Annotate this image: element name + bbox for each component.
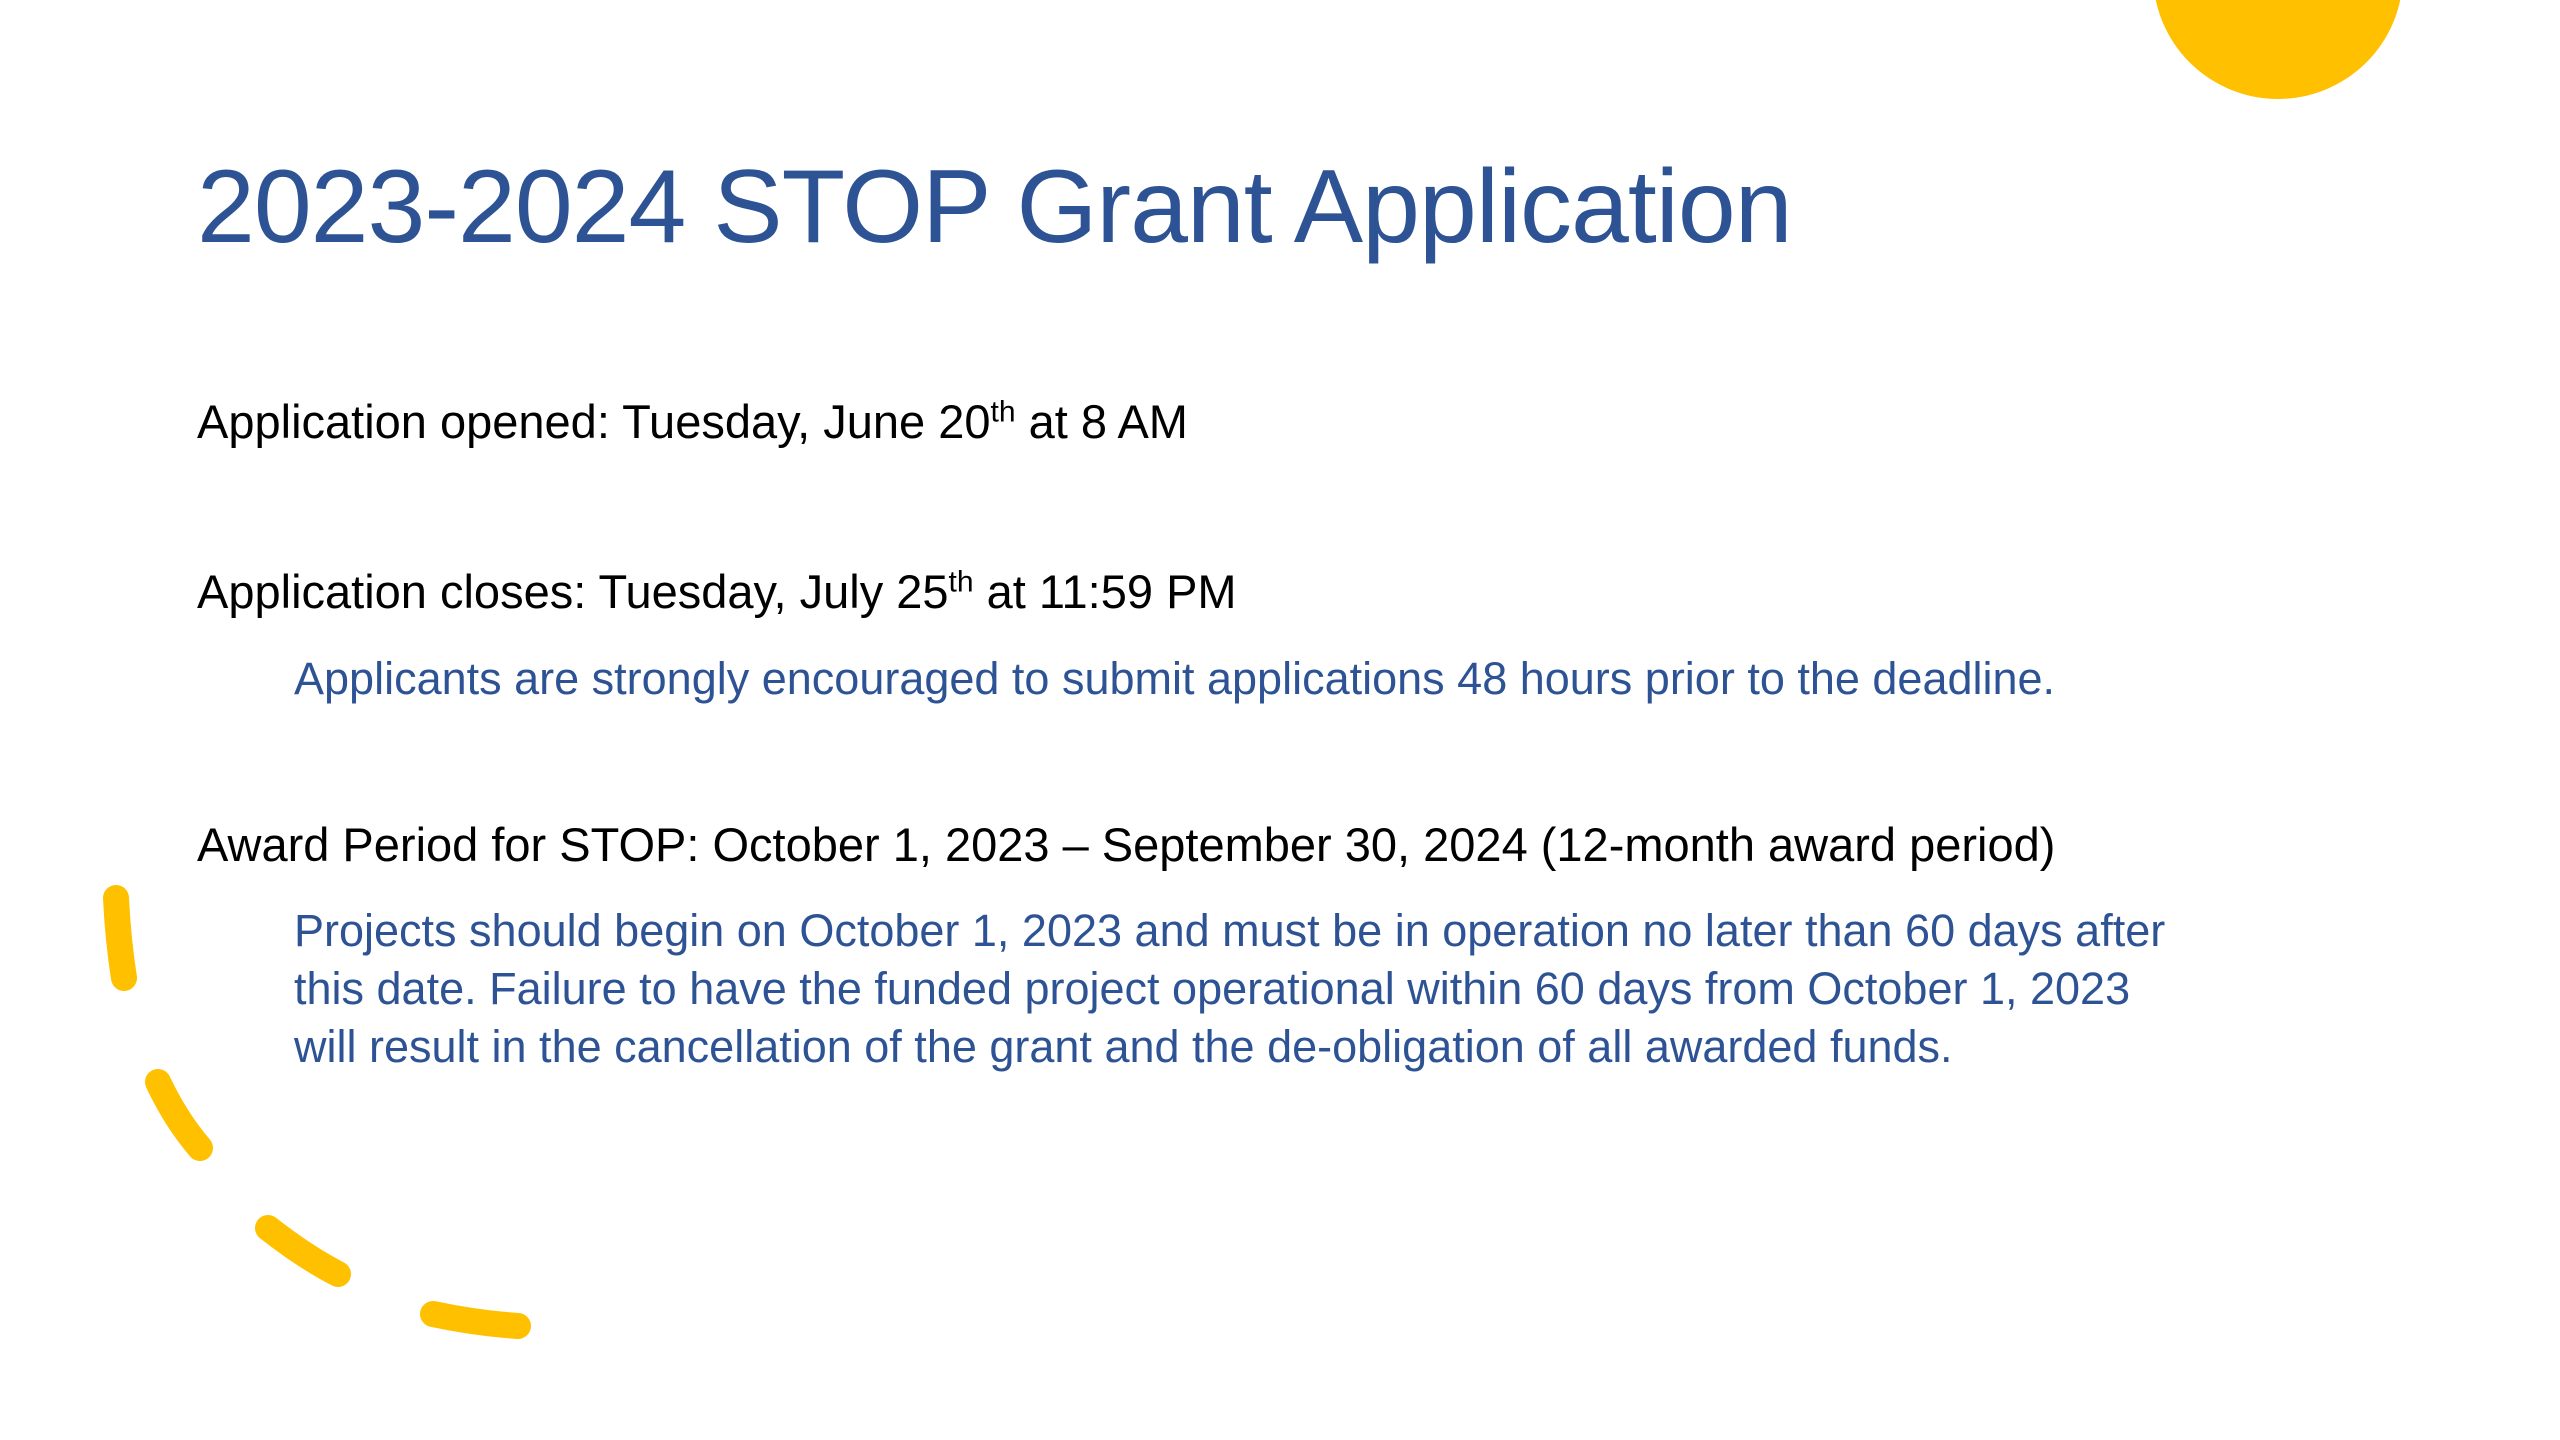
- closes-note: [294, 650, 2055, 708]
- closes-ordinal-suffix: th: [948, 565, 974, 599]
- decorative-yellow-circle: [2153, 0, 2403, 99]
- opened-ordinal-suffix: th: [990, 395, 1016, 429]
- slide-title: 2023-2024 STOP Grant Application: [197, 149, 1792, 265]
- award-note-line: this date. Failure to have the funded project operational within 60 days from October 1, 2023: [294, 963, 2131, 1014]
- arc-dash: [158, 1082, 200, 1148]
- application-closes-line: [197, 564, 1237, 620]
- award-period-line: Award Period for STOP: October 1, 2023 – September 30, 2024 (12-month award period): [197, 818, 2056, 871]
- application-opened-line: [197, 394, 1188, 450]
- closes-note-text: Applicants are strongly encouraged to submit applications 48 hours prior to the deadline.: [294, 653, 2056, 704]
- closes-text: Application closes: Tuesday, July 25: [197, 565, 949, 618]
- arc-dash: [268, 1228, 338, 1274]
- award-note-line: Projects should begin on October 1, 2023 and must be in operation no later than 60 days after: [294, 905, 2166, 956]
- closes-time: at 11:59 PM: [973, 565, 1237, 618]
- award-note: [294, 902, 2165, 1076]
- opened-text: Application opened: Tuesday, June 20: [197, 395, 991, 448]
- award-note-line: will result in the cancellation of the grant and the de-obligation of all awarded funds.: [294, 1021, 1953, 1072]
- arc-dash: [116, 898, 124, 978]
- arc-dash: [433, 1314, 518, 1326]
- opened-time: at 8 AM: [1015, 395, 1188, 448]
